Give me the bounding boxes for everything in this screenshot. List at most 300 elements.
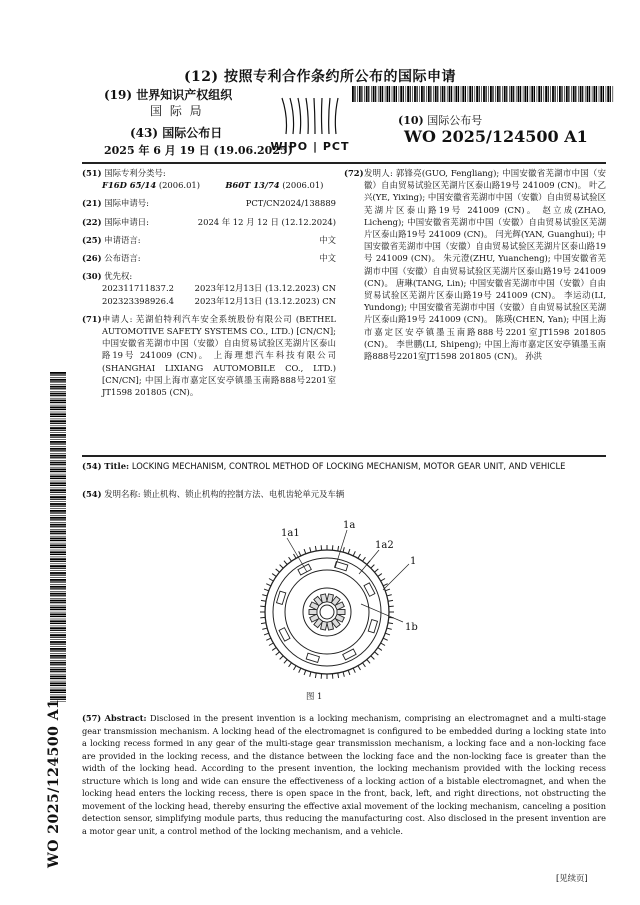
field-26: (26) 公布语言: 中文: [82, 253, 336, 264]
gear-tooth: [272, 648, 276, 651]
barcode-bar: [580, 86, 582, 102]
barcode-bar: [50, 626, 66, 627]
pinion-tooth: [337, 610, 345, 615]
barcode-bar: [50, 503, 66, 505]
barcode-bar: [50, 598, 66, 599]
barcode-bar: [50, 554, 66, 555]
gear-tooth: [304, 670, 306, 675]
barcode-bar: [613, 86, 614, 102]
barcode-bar: [50, 474, 66, 475]
gear-tooth: [261, 600, 266, 601]
barcode-bar: [50, 508, 66, 509]
barcode-bar: [462, 86, 464, 102]
barcode-bar: [548, 86, 549, 102]
barcode-bar: [531, 86, 533, 102]
barcode-bar: [592, 86, 593, 102]
barcode-bar: [50, 529, 66, 530]
barcode-bar: [544, 86, 545, 102]
barcode-bar: [50, 620, 66, 622]
gear-tooth: [385, 633, 390, 635]
gear-tooth: [269, 643, 273, 646]
barcode-bar: [541, 86, 542, 102]
barcode-bar: [50, 688, 66, 689]
barcode-bar: [392, 86, 393, 102]
barcode-bar: [426, 86, 427, 102]
barcode-bar: [50, 593, 66, 595]
barcode-bar: [50, 558, 66, 560]
office-name: (19) 世界知识产权组织: [104, 88, 233, 102]
barcode-bar: [50, 689, 66, 691]
barcode-bar: [50, 522, 66, 523]
barcode-bar: [50, 478, 66, 479]
gear-tooth: [284, 561, 287, 565]
barcode-bar: [50, 409, 66, 410]
figure-label-1b: 1b: [405, 622, 418, 633]
figure-label-1a: 1a: [343, 520, 356, 531]
barcode-bar: [461, 86, 462, 102]
barcode-bar: [50, 432, 66, 433]
barcode-bar: [50, 467, 66, 468]
barcode-bar: [50, 384, 66, 385]
field-25: (25) 申请语言: 中文: [82, 234, 336, 245]
barcode-bar: [449, 86, 451, 102]
barcode-bar: [50, 476, 66, 478]
barcode-bar: [50, 678, 66, 679]
barcode-bar: [50, 662, 66, 664]
barcode-bar: [511, 86, 513, 102]
barcode-bar: [561, 86, 562, 102]
barcode-bar: [364, 86, 365, 102]
barcode-bar: [50, 695, 66, 696]
barcode-bar: [545, 86, 547, 102]
barcode-bar: [50, 634, 66, 636]
wipo-emblem-icon: [268, 96, 352, 136]
barcode-bar: [50, 377, 66, 378]
field-71: (71) 申请人: 芜湖伯特利汽车安全系统股份有限公司 (BETHEL AUTOMOTIVE SAFETY SYSTEMS CO., LTD.) [CN/CN]; 中国安徽省芜湖市中国（安徽）自由贸易试验区芜湖片区泰山路19号 241009 (CN)。 上海理想汽车科技有限公司(SHANGHAI LIXIANG AUTOMOBILE CO., LTD.) [CN/CN]; 中国上海市嘉定区安亭镇墨玉南路888号2201室JT1598 201805 (CN)。: [82, 313, 336, 398]
barcode-bar: [566, 86, 568, 102]
header-rule: [82, 162, 606, 164]
wipo-pct-text: WIPO | PCT: [270, 140, 350, 153]
gear-tooth: [304, 549, 306, 554]
barcode-bar: [50, 588, 66, 589]
gear-tooth: [367, 659, 370, 663]
barcode-bar: [582, 86, 583, 102]
barcode-bar: [50, 633, 66, 634]
gear-tooth: [378, 648, 382, 651]
barcode-bar: [520, 86, 521, 102]
gear-tooth: [269, 579, 273, 582]
side-pub-number: WO 2025/124500 A1: [46, 698, 62, 868]
barcode-bar: [50, 676, 66, 678]
barcode-bar: [585, 86, 586, 102]
gear-tooth: [388, 600, 393, 601]
barcode-bar: [406, 86, 407, 102]
pub-date-value: 2025 年 6 月 19 日 (19.06.2025): [104, 144, 293, 157]
barcode-bar: [50, 605, 66, 606]
gear-tooth: [299, 551, 301, 556]
inventors-text: 发明人: 郭锋亮(GUO, Fengliang); 中国安徽省芜湖市中国（安徽）自由贸易试验区芜湖片区泰山路19号 241009 (CN)。 叶乙兴(YE, Yixing); 中国安徽省芜湖市中国（安徽）自由贸易试验区芜湖片区泰山路19号 241009 (CN)。 赵立成(ZHAO, Licheng); 中国安徽省芜湖市中国（安徽）自由贸易试验区芜湖片区泰山路19号 241009 (CN)。 闫光辉(YAN, Guanghui); 中国安徽省芜湖市中国（安徽）自由贸易试验区芜湖片区泰山路19号 241009 (CN)。 朱元澄(ZHU, Yuancheng); 中国安徽省芜湖市中国（安徽）自由贸易试验区芜湖片区泰山路19号 241009 (CN)。 唐琳(TANG, Lin); 中国安徽省芜湖市中国（安徽）自由贸易试验区芜湖片区泰山路19号 241009 (CN)。 李运动(LI, Yundong); 中国安徽省芜湖市中国（安徽）自由贸易试验区芜湖片区泰山路19号 241009 (CN)。 陈瑛(CHEN, Yan); 中国上海市嘉定区安亭镇墨玉南路888号2201室JT1598 201805 (CN)。 李世鹏(LI, Shipeng); 中国上海市嘉定区安亭镇墨玉南路888号2201室JT1598 201805 (CN)。 孙洪: [364, 168, 606, 362]
barcode-bar: [412, 86, 413, 102]
barcode-bar: [589, 86, 590, 102]
barcode-bar: [50, 499, 66, 500]
barcode-bar: [502, 86, 503, 102]
barcode-bar: [50, 586, 66, 588]
barcode-bar: [50, 519, 66, 520]
barcode-bar: [506, 86, 507, 102]
wipo-logo: [268, 96, 352, 156]
barcode-left: [50, 372, 66, 702]
barcode-bar: [50, 602, 66, 603]
gear-tooth: [289, 663, 292, 667]
field-22: (22) 国际申请日: 2024 年 12 月 12 日 (12.12.2024): [82, 216, 336, 227]
gear-tooth: [363, 557, 366, 561]
barcode-bar: [433, 86, 434, 102]
barcode-bar: [387, 86, 389, 102]
barcode-bar: [50, 423, 66, 424]
barcode-bar: [50, 439, 66, 440]
barcode-bar: [607, 86, 609, 102]
barcode-bar: [575, 86, 576, 102]
barcode-bar: [50, 674, 66, 675]
barcode-bar: [472, 86, 473, 102]
barcode-bar: [50, 441, 66, 443]
barcode-bar: [50, 395, 66, 396]
barcode-bar: [444, 86, 445, 102]
gear-tooth: [299, 668, 301, 673]
field-30: (30) 优先权:: [82, 271, 133, 282]
barcode-bar: [50, 664, 66, 665]
barcode-bar: [50, 545, 66, 547]
barcode-bar: [594, 86, 596, 102]
barcode-bar: [50, 547, 66, 548]
gear-tooth: [387, 595, 392, 596]
barcode-bar: [516, 86, 517, 102]
barcode-bar: [396, 86, 397, 102]
barcode-bar: [492, 86, 493, 102]
barcode-bar: [50, 572, 66, 574]
barcode-bar: [564, 86, 565, 102]
gear-tooth: [353, 551, 355, 556]
barcode-bar: [50, 453, 66, 454]
barcode-bar: [497, 86, 499, 102]
figure-label-1a2: 1a2: [375, 540, 394, 551]
barcode-bar: [573, 86, 575, 102]
barcode-bar: [50, 637, 66, 638]
barcode-bar: [371, 86, 372, 102]
barcode-bar: [600, 86, 602, 102]
barcode-bar: [50, 653, 66, 654]
barcode-bar: [476, 86, 478, 102]
gear-tooth: [348, 549, 350, 554]
figure-label-1: 1: [410, 556, 417, 567]
barcode-bar: [454, 86, 455, 102]
barcode-bar: [479, 86, 480, 102]
barcode-bar: [50, 609, 66, 610]
barcode-bar: [50, 644, 66, 645]
gear-tooth: [262, 628, 267, 629]
barcode-bar: [504, 86, 506, 102]
abstract-text: Disclosed in the present invention is a locking mechanism, comprising an electromagnet and a multi-stage gear transmission mechanism. A locking head of the electromagnet is configured to be embedded during a locking state into a locking recess formed in any gear of the multi-stage gear transmission mechanism, a locking face and a non-locking face are provided in the locking recess, and the distance between the locking face and the non-locking face is greater than the width of the locking head. According to the present invention, the locking mechanism provided with the locking recess structure which is long and wide can ensure the effectiveness of a locking action of a bistable electromagnet, and when the locking head enters the locking recess, there is open space in the front, back, left, and right directions, not obstructing the movement of the locking head, thereby ensuring the effective axial movement of the locking mechanism, canceling a position detection sensor, simplifying module parts, thus reducing the manufacturing cost. Also disclosed in the present invention are a motor gear unit, a control method of the locking mechanism, and a vehicle.: [82, 713, 607, 836]
barcode-bar: [509, 86, 510, 102]
barcode-bar: [368, 86, 369, 102]
gear-tooth: [294, 554, 297, 558]
office-sub: 国 际 局: [150, 104, 204, 118]
barcode-bar: [400, 86, 402, 102]
barcode-bar: [50, 533, 66, 534]
barcode-bar: [50, 681, 66, 682]
pinion-tooth: [309, 610, 317, 615]
gear-tooth: [343, 547, 344, 552]
barcode-bar: [50, 646, 66, 647]
barcode-bar: [468, 86, 469, 102]
gear-tooth: [378, 574, 382, 577]
barcode-bar: [50, 550, 66, 551]
barcode-bar: [50, 381, 66, 382]
gear-tooth: [272, 574, 276, 577]
barcode-bar: [50, 388, 66, 389]
barcode-bar: [490, 86, 492, 102]
barcode-bar: [50, 434, 66, 436]
barcode-bar: [50, 630, 66, 631]
barcode-bar: [534, 86, 535, 102]
barcode-bar: [50, 482, 66, 484]
barcode-bar: [375, 86, 376, 102]
barcode-bar: [50, 660, 66, 661]
gear-tooth: [266, 638, 271, 640]
barcode-bar: [481, 86, 482, 102]
priority-row: 202323398926.4 2023年12月13日 (13.12.2023) CN: [102, 295, 336, 306]
barcode-bar: [50, 492, 66, 493]
ipc-classes: F16D 65/14 (2006.01) B60T 13/74 (2006.01): [102, 180, 324, 191]
barcode-bar: [428, 86, 430, 102]
gear-tooth: [383, 638, 388, 640]
barcode-bar: [50, 407, 66, 409]
continued-note: [见续页]: [556, 873, 588, 883]
barcode-bar: [437, 86, 438, 102]
barcode-bar: [50, 524, 66, 526]
barcode-bar: [50, 612, 66, 613]
barcode-bar: [410, 86, 411, 102]
barcode-bar: [50, 600, 66, 602]
barcode-bar: [50, 506, 66, 507]
gear-tooth: [385, 589, 390, 591]
barcode-bar: [50, 584, 66, 585]
gear-tooth: [343, 672, 344, 677]
barcode-bar: [50, 488, 66, 489]
barcode-bar: [357, 86, 358, 102]
barcode-bar: [50, 627, 66, 629]
gear-tooth: [338, 673, 339, 678]
barcode-bar: [50, 669, 66, 671]
gear-tooth: [280, 565, 284, 569]
barcode-bar: [50, 568, 66, 569]
barcode-bar: [50, 551, 66, 553]
barcode-bar: [435, 86, 437, 102]
barcode-bar: [399, 86, 400, 102]
barcode-bar: [50, 579, 66, 581]
barcode-bar: [578, 86, 579, 102]
barcode-bar: [50, 536, 66, 537]
pub-number: WO 2025/124500 A1: [404, 127, 588, 146]
barcode-bar: [50, 561, 66, 562]
barcode-bar: [414, 86, 416, 102]
barcode-bar: [50, 379, 66, 381]
barcode-bar: [50, 469, 66, 471]
gear-tooth: [264, 633, 269, 635]
barcode-bar: [50, 437, 66, 438]
barcode-bar: [50, 457, 66, 458]
barcode-bar: [380, 86, 382, 102]
barcode-bar: [50, 420, 66, 422]
barcode-bar: [50, 648, 66, 650]
barcode-bar: [50, 455, 66, 457]
gear-tooth: [289, 557, 292, 561]
barcode-bar: [50, 402, 66, 403]
barcode-bar: [421, 86, 423, 102]
barcode-bar: [50, 496, 66, 498]
barcode-bar: [475, 86, 476, 102]
barcode-bar: [50, 683, 66, 685]
barcode-bar: [50, 430, 66, 431]
barcode-bar: [423, 86, 424, 102]
barcode-bar: [568, 86, 569, 102]
gear-tooth: [280, 656, 284, 660]
barcode-bar: [587, 86, 589, 102]
barcode-bar: [50, 393, 66, 395]
locking-recess: [368, 620, 377, 633]
barcode-bar: [50, 446, 66, 447]
barcode-bar: [50, 543, 66, 544]
barcode-bar: [50, 398, 66, 399]
barcode-bar: [50, 510, 66, 512]
barcode-bar: [50, 565, 66, 567]
barcode-bar: [50, 426, 66, 427]
barcode-bar: [50, 641, 66, 643]
field-72: (72) 发明人: 郭锋亮(GUO, Fengliang); 中国安徽省芜湖市中国（安徽）自由贸易试验区芜湖片区泰山路19号 241009 (CN)。 叶乙兴(YE, Yixing); 中国安徽省芜湖市中国（安徽）自由贸易试验区芜湖片区泰山路19号 241009 (CN)。 赵立成(ZHAO, Licheng); 中国安徽省芜湖市中国（安徽）自由贸易试验区芜湖片区泰山路19号 241009 (CN)。 闫光辉(YAN, Guanghui); 中国安徽省芜湖市中国（安徽）自由贸易试验区芜湖片区泰山路19号 241009 (CN)。 朱元澄(ZHU, Yuancheng); 中国安徽省芜湖市中国（安徽）自由贸易试验区芜湖片区泰山路19号 241009 (CN)。 唐琳(TANG, Lin); 中国安徽省芜湖市中国（安徽）自由贸易试验区芜湖片区泰山路19号 241009 (CN)。 李运动(LI, Yundong); 中国安徽省芜湖市中国（安徽）自由贸易试验区芜湖片区泰山路19号 241009 (CN)。 陈瑛(CHEN, Yan); 中国上海市嘉定区安亭镇墨玉南路888号2201室JT1598 201805 (CN)。 李世鹏(LI, Shipeng); 中国上海市嘉定区安亭镇墨玉南路888号2201室JT1598 201805 (CN)。 孙洪: [344, 168, 606, 362]
barcode-bar: [50, 481, 66, 482]
pub-date-label: (43) 国际公布日: [130, 126, 223, 140]
barcode-bar: [606, 86, 607, 102]
barcode-bar: [354, 86, 355, 102]
barcode-bar: [495, 86, 496, 102]
barcode-bar: [50, 564, 66, 565]
barcode-bar: [373, 86, 375, 102]
barcode-bar: [50, 650, 66, 651]
barcode-bar: [50, 464, 66, 465]
gear-tooth: [310, 547, 311, 552]
priority-row: 202311711837.2 2023年12月13日 (13.12.2023) CN: [102, 283, 336, 294]
barcode-bar: [447, 86, 448, 102]
barcode-bar: [382, 86, 383, 102]
barcode-bar: [50, 685, 66, 686]
barcode-bar: [451, 86, 452, 102]
barcode-bar: [50, 501, 66, 502]
title-zh: (54) 发明名称: 锁止机构、锁止机构的控制方法、电机齿轮单元及车辆: [82, 489, 345, 499]
gear-tooth: [353, 668, 355, 673]
barcode-bar: [465, 86, 466, 102]
gear-tooth: [381, 643, 385, 646]
title-en: (54) Title: LOCKING MECHANISM, CONTROL METHOD OF LOCKING MECHANISM, MOTOR GEAR UNIT, AND VEHICLE: [82, 461, 566, 471]
barcode-bar: [50, 581, 66, 582]
gear-tooth: [284, 659, 287, 663]
barcode-bar: [50, 595, 66, 596]
barcode-bar: [603, 86, 604, 102]
gear-tooth: [348, 670, 350, 675]
barcode-bar: [50, 575, 66, 576]
barcode-bar: [50, 591, 66, 592]
barcode-bar: [50, 531, 66, 533]
gear-tooth: [315, 673, 316, 678]
barcode-bar: [525, 86, 527, 102]
barcode-bar: [50, 391, 66, 392]
barcode-bar: [486, 86, 487, 102]
barcode-bar: [50, 374, 66, 375]
barcode-bar: [50, 538, 66, 540]
barcode-bar: [50, 450, 66, 451]
barcode-bar: [518, 86, 520, 102]
gear-tooth: [310, 672, 311, 677]
barcode-bar: [50, 557, 66, 558]
barcode-bar: [513, 86, 514, 102]
barcode-bar: [50, 515, 66, 516]
barcode-bar: [50, 495, 66, 496]
gear-tooth: [294, 666, 297, 670]
barcode-bar: [359, 86, 361, 102]
barcode-bar: [50, 400, 66, 402]
barcode-bar: [50, 460, 66, 461]
bibliographic-left: [82, 167, 336, 398]
barcode-bar: [430, 86, 431, 102]
barcode-bar: [50, 489, 66, 491]
gear-tooth: [358, 666, 361, 670]
barcode-bar: [50, 419, 66, 420]
barcode-bar: [599, 86, 600, 102]
barcode-bar: [550, 86, 551, 102]
abstract: (57) Abstract: Disclosed in the present invention is a locking mechanism, comprising an electromagnet and a multi-stage gear transmission mechanism. A locking head of the electromagnet is configured to be embedded during a locking state into a locking recess formed in any gear of the multi-stage gear transmission mechanism, a locking face and a non-locking face are provided in the locking recess, and the distance between the locking face and the non-locking face is greater than the width of the locking head. According to the present invention, the locking mechanism provided with the locking recess structure which is long and wide can ensure the effectiveness of a locking action of a bistable electromagnet, and when the locking head enters the locking recess, there is open space in the front, back, left, and right directions, not obstructing the movement of the locking head, thereby ensuring the effective axial movement of the locking mechanism, canceling a position detection sensor, simplifying module parts, thus reducing the manufacturing cost. Also disclosed in the present invention are a motor gear unit, a control method of the locking mechanism, and a vehicle.: [82, 713, 607, 836]
barcode-bar: [393, 86, 395, 102]
figure-label-1a1: 1a1: [281, 528, 300, 539]
figure-1-gear: [255, 512, 435, 682]
barcode-bar: [50, 671, 66, 672]
barcode-bar: [596, 86, 597, 102]
barcode-bar: [50, 448, 66, 450]
barcode-bar: [440, 86, 441, 102]
barcode-bar: [469, 86, 471, 102]
barcode-bar: [50, 485, 66, 486]
gear-tooth: [276, 569, 280, 572]
barcode-bar: [366, 86, 368, 102]
barcode-bar: [50, 540, 66, 541]
barcode-bar: [50, 639, 66, 640]
gear-tooth: [338, 546, 339, 551]
pub-number-label: (10) 国际公布号: [398, 114, 483, 127]
barcode-bar: [50, 657, 66, 658]
barcode-bar: [50, 512, 66, 513]
gear-tooth: [381, 579, 385, 582]
barcode-bar: [50, 416, 66, 417]
barcode-bar: [559, 86, 561, 102]
barcode-bar: [50, 623, 66, 624]
barcode-bar: [488, 86, 489, 102]
barcode-bar: [50, 577, 66, 578]
gear-tooth: [374, 569, 378, 572]
barcode-bar: [50, 692, 66, 693]
barcode-bar: [527, 86, 528, 102]
barcode-bar: [456, 86, 458, 102]
gear-tooth: [387, 628, 392, 629]
barcode-bar: [389, 86, 390, 102]
gear-tooth: [266, 584, 271, 586]
